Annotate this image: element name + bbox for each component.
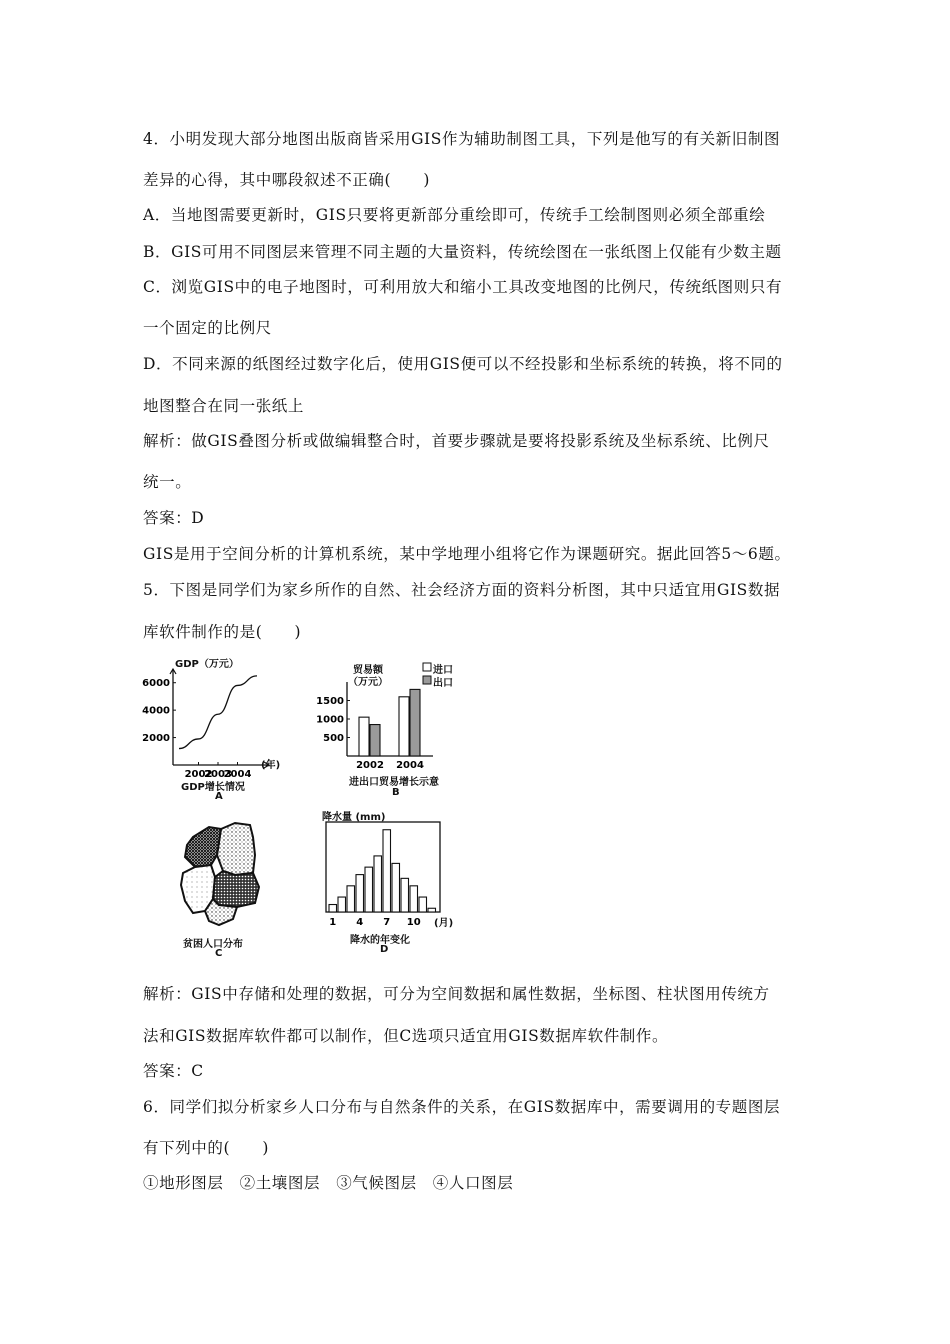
q4-option-d-line1: D．不同来源的纸图经过数字化后，使用GIS便可以不经投影和坐标系统的转换，将不同的 — [143, 355, 783, 373]
figure-d-caption: 降水的年变化 — [350, 935, 410, 946]
figure-d-ylabel: 降水量 (mm) — [322, 812, 386, 823]
y-tick-label: 1000 — [316, 714, 344, 726]
q5-analysis-line2: 法和GIS数据库软件都可以制作，但C选项只适宜用GIS数据库软件制作。 — [143, 1027, 669, 1045]
x-tick-label: 2002 — [184, 769, 213, 780]
legend-swatch-export — [423, 676, 431, 684]
q4-option-d-line2: 地图整合在同一张纸上 — [143, 397, 305, 415]
figure-b-letter: B — [392, 787, 400, 798]
x-tick-label: 10 — [406, 917, 421, 928]
figure-d-xunit: (月) — [434, 918, 454, 929]
q6-stem-line1: 6．同学们拟分析家乡人口分布与自然条件的关系，在GIS数据库中，需要调用的专题图层 — [143, 1098, 781, 1116]
bar-month-12 — [428, 908, 436, 912]
figure-a-xunit: (年) — [261, 760, 281, 771]
legend-export: 出口 — [433, 678, 453, 689]
q4-analysis-line1: 解析：做GIS叠图分析或做编辑整合时，首要步骤就是要将投影系统及坐标系统、比例尺 — [143, 432, 770, 450]
group-intro: GIS是用于空间分析的计算机系统，某中学地理小组将它作为课题研究。据此回答5～6题。 — [143, 545, 791, 563]
figure-b-ylabel-2: （万元） — [348, 677, 388, 688]
figure-c — [175, 815, 275, 965]
figure-a-ylabel: GDP（万元） — [175, 659, 239, 670]
bar-month-2 — [338, 897, 346, 912]
legend-swatch-import — [423, 663, 431, 671]
y-tick-label: 4000 — [142, 705, 170, 717]
figure-b — [315, 660, 465, 800]
q5-answer: 答案：C — [143, 1062, 204, 1080]
region-southeast — [213, 871, 259, 907]
q4-stem-line2: 差异的心得，其中哪段叙述不正确( ) — [143, 171, 430, 189]
bar-import-2004 — [399, 697, 409, 756]
y-tick-label: 2000 — [142, 733, 170, 745]
bar-month-7 — [383, 830, 391, 912]
bar-month-9 — [401, 878, 409, 912]
x-tick-label: 1 — [329, 917, 337, 928]
legend-import: 进口 — [433, 665, 453, 676]
figure-a — [143, 655, 303, 805]
q6-stem-line2: 有下列中的( ) — [143, 1139, 269, 1157]
bar-import-2002 — [359, 717, 369, 756]
x-tick-label: 4 — [356, 917, 364, 928]
bar-month-4 — [356, 875, 364, 912]
q4-answer: 答案：D — [143, 509, 205, 527]
y-tick-label: 1500 — [316, 696, 344, 707]
bar-month-11 — [419, 897, 427, 912]
q5-analysis-line1: 解析：GIS中存储和处理的数据，可分为空间数据和属性数据，坐标图、柱状图用传统方 — [143, 985, 770, 1003]
figure-c-letter: C — [215, 948, 223, 959]
x-tick-label: 2004 — [223, 769, 252, 780]
bar-month-8 — [392, 863, 400, 912]
bar-export-2002 — [370, 725, 380, 756]
bar-month-3 — [347, 886, 355, 912]
bar-month-5 — [365, 867, 373, 912]
x-tick-label: 2004 — [396, 760, 424, 771]
q4-stem-line1: 4．小明发现大部分地图出版商皆采用GIS作为辅助制图工具，下列是他写的有关新旧制图 — [143, 130, 781, 148]
q4-option-c-line2: 一个固定的比例尺 — [143, 319, 272, 337]
bar-month-6 — [374, 856, 382, 912]
q4-option-a: A．当地图需要更新时，GIS只要将更新部分重绘即可，传统手工绘制图则必须全部重绘 — [143, 206, 766, 224]
y-tick-label: 6000 — [142, 678, 170, 690]
gdp-line — [179, 676, 257, 749]
figure-d — [318, 808, 468, 958]
figure-a-letter: A — [215, 791, 223, 802]
q4-option-b: B．GIS可用不同图层来管理不同主题的大量资料，传统绘图在一张纸图上仅能有少数主题 — [143, 243, 782, 261]
figure-b-ylabel-1: 贸易额 — [353, 665, 383, 676]
region-northwest — [185, 827, 221, 867]
figure-b-caption: 进出口贸易增长示意 — [349, 777, 439, 788]
bar-export-2004 — [410, 689, 420, 756]
x-tick-label: 2003 — [204, 769, 232, 780]
q4-analysis-line2: 统一。 — [143, 473, 192, 491]
q4-option-c-line1: C．浏览GIS中的电子地图时，可利用放大和缩小工具改变地图的比例尺，传统纸图则只有 — [143, 278, 783, 296]
q5-stem-line2: 库软件制作的是( ) — [143, 623, 302, 641]
region-northeast — [217, 823, 255, 875]
poverty-distribution-map — [175, 815, 275, 935]
q6-options: ①地形图层 ②土壤图层 ③气候图层 ④人口图层 — [143, 1174, 514, 1192]
figure-c-caption: 贫困人口分布 — [183, 939, 243, 950]
bar-month-1 — [329, 905, 337, 912]
figure-a-caption: GDP增长情况 — [181, 782, 245, 793]
bar-month-10 — [410, 886, 418, 912]
y-tick-label: 500 — [323, 733, 344, 744]
x-tick-label: 2002 — [356, 760, 384, 771]
q5-stem-line1: 5．下图是同学们为家乡所作的自然、社会经济方面的资料分析图，其中只适宜用GIS数据 — [143, 581, 781, 599]
figure-d-letter: D — [380, 944, 389, 955]
x-tick-label: 7 — [383, 917, 391, 928]
